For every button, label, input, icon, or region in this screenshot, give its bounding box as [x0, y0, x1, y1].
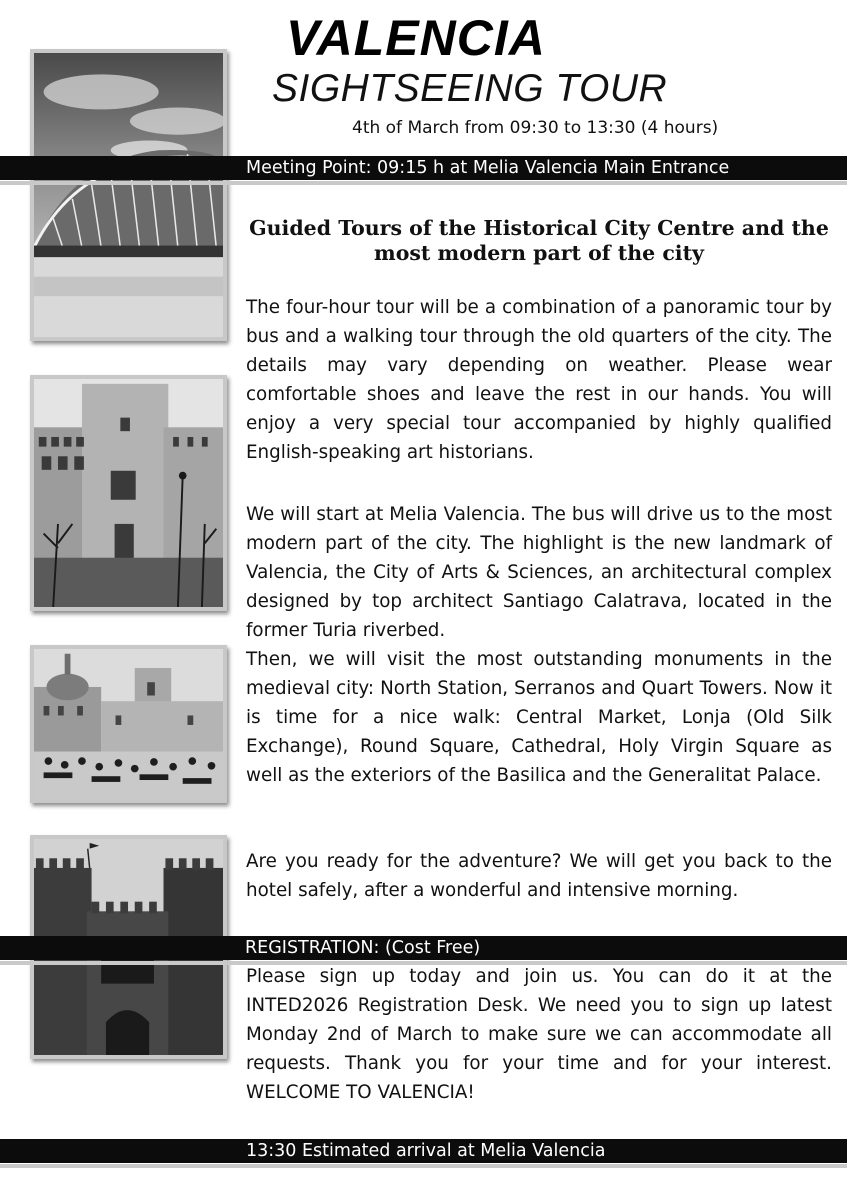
registration-bar: REGISTRATION: (Cost Free) — [0, 936, 847, 960]
photo-lonja-silk-exchange — [30, 375, 227, 611]
photo-holy-virgin-square — [30, 645, 227, 803]
section-heading: Guided Tours of the Historical City Centre and the most modern part of the city — [249, 216, 829, 265]
arrival-bar: 13:30 Estimated arrival at Melia Valencia — [0, 1139, 847, 1163]
paragraph-tour-overview: The four-hour tour will be a combination of a panoramic tour by bus and a walking tour through the old quarters of the city. The details may vary depending on weather. Please wear comfortable shoes and leave the rest in our hands. You will enjoy a very special tour accompanied by highly qualified English-speaking art historians. — [246, 297, 832, 463]
page-title: VALENCIA — [286, 10, 546, 66]
paragraph-registration: Please sign up today and join us. You can do it at the INTED2026 Registration Desk. We need you to sign up latest Monday 2nd of March to make sure we can accommodate all requests. Thank you for your time and for your interest. WELCOME TO VALENCIA! — [246, 966, 832, 1103]
page-subtitle: SIGHTSEEING TOUR — [272, 67, 668, 110]
paragraph-modern-city: We will start at Melia Valencia. The bus will drive us to the most modern part of the city. The highlight is the new landmark of Valencia, the City of Arts & Sciences, an architectural complex designed by top architect Santiago Calatrava, located in the former Turia riverbed. — [246, 504, 832, 641]
meeting-point-bar: Meeting Point: 09:15 h at Melia Valencia Main Entrance — [0, 156, 847, 180]
paragraph-medieval-city: Then, we will visit the most outstanding monuments in the medieval city: North Station, Serranos and Quart Towers. Now it is time for a nice walk: Central Market, Lonja (Old Silk Exchange), Round Square, Cathedral, Holy Virgin Square as well as the exteriors of the Basilica and the Generalitat Palace. — [246, 649, 832, 786]
photo-city-of-arts-and-sciences — [30, 49, 227, 341]
tour-date: 4th of March from 09:30 to 13:30 (4 hours) — [352, 118, 719, 138]
paragraph-return: Are you ready for the adventure? We will get you back to the hotel safely, after a wonderful and intensive morning. — [246, 851, 832, 901]
